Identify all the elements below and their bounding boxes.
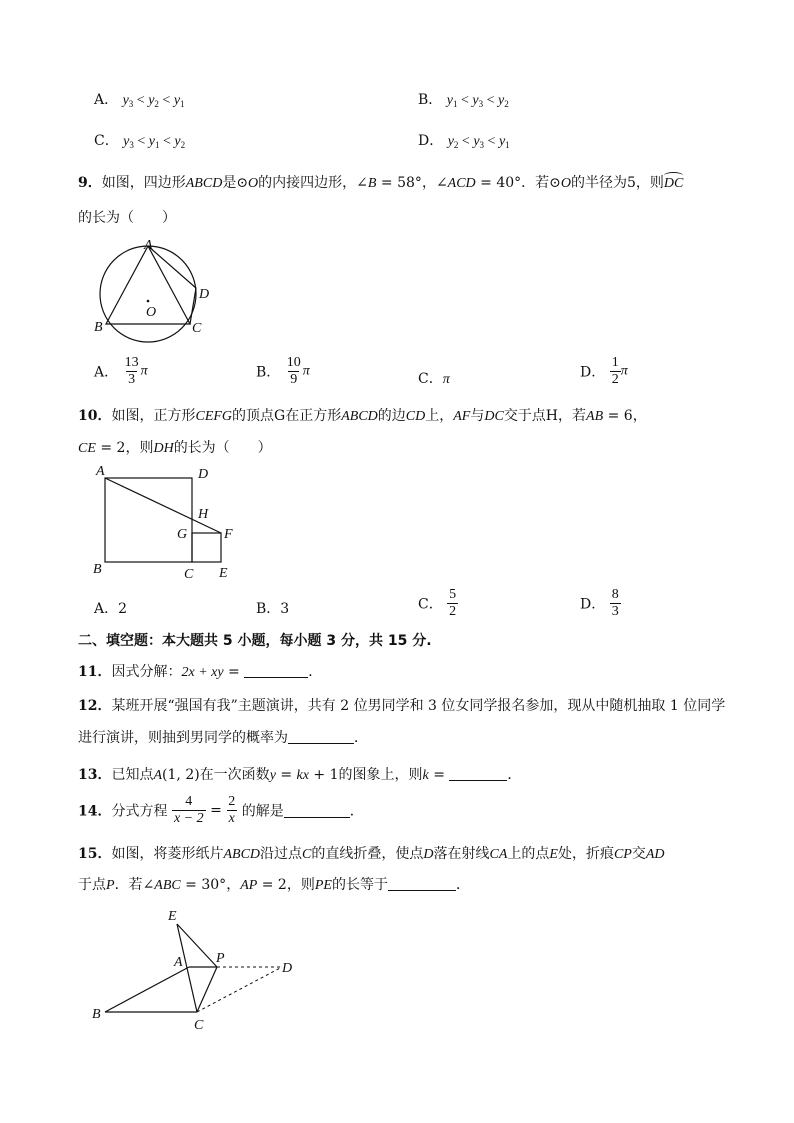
q9-option-a[interactable]: A． $\frac{13}{3}$ π [94, 355, 148, 387]
label-a: A [174, 955, 183, 970]
q8-option-c[interactable] [94, 130, 185, 150]
q9-option-c[interactable]: C．π [418, 371, 450, 387]
answer-blank[interactable] [388, 876, 456, 891]
label-b: B [92, 1007, 101, 1022]
option-label: B． [418, 92, 443, 108]
label-f: F [224, 527, 233, 542]
circle-o [100, 246, 196, 342]
square-cefg [192, 533, 221, 562]
section-heading: 二、填空题：本大题共 5 小题，每小题 3 分，共 15 分. [78, 633, 432, 649]
q10-option-d[interactable]: D． $\frac{8}{3}$ [580, 587, 619, 619]
option-expression: $y_2 < y_3 < y_1$ [447, 134, 510, 150]
q8-option-d[interactable] [418, 130, 510, 150]
q15-line2: 于点P．若∠ABC = 30°，AP = 2，则PE的长等于 ． [78, 877, 470, 893]
option-expression: $y_1 < y_3 < y_2$ [446, 93, 509, 109]
q10-option-c[interactable]: C． $\frac{5}{2}$ [418, 587, 457, 619]
label-d: D [282, 961, 293, 976]
q10-option-a[interactable]: A．2 [94, 601, 128, 617]
label-d: D [198, 467, 209, 482]
label-h: H [198, 507, 209, 522]
answer-blank[interactable] [449, 766, 507, 781]
q9-stem-line2: 的长为（ ） [78, 210, 176, 226]
label-a: A [96, 464, 105, 479]
answer-blank[interactable] [244, 663, 308, 678]
option-label: A． [94, 92, 119, 108]
q9-figure [86, 236, 226, 348]
label-p: P [216, 951, 225, 966]
q12-line1: 12．某班开展“强国有我”主题演讲，共有 2 位男同学和 3 位女同学报名参加，现从中随机抽取 1 位同学 [78, 698, 726, 714]
center-dot [147, 300, 150, 303]
label-g: G [177, 527, 188, 542]
q10-option-b[interactable]: B．3 [256, 601, 290, 617]
segment-ep [177, 924, 217, 967]
answer-blank[interactable] [288, 729, 354, 744]
answer-blank[interactable] [284, 803, 350, 818]
q14: 14．分式方程 $\frac{4}{x - 2}$ = $\frac{2}{x}$ 的解是 ． [78, 794, 364, 826]
q12-line2: 进行演讲，则抽到男同学的概率为 ． [78, 730, 368, 746]
option-label: D． [418, 133, 444, 149]
q8-option-a[interactable] [94, 89, 185, 109]
arc-dc: DC [663, 176, 684, 191]
label-b: B [93, 562, 102, 577]
q8-option-b[interactable] [418, 89, 509, 109]
square-abcd [105, 478, 192, 562]
q11: 11．因式分解：2x + xy = ． [78, 664, 323, 680]
q10-stem-line1: 10．如图，正方形CEFG的顶点G在正方形ABCD的边CD上，AF与DC交于点H，若AB = 6， [78, 408, 647, 424]
q15-figure [86, 900, 316, 1040]
q10-figure [88, 460, 248, 585]
label-b: B [94, 320, 103, 335]
label-e: E [219, 566, 228, 581]
label-c: C [192, 321, 202, 336]
q15-line1: 15．如图，将菱形纸片ABCD沿过点C的直线折叠，使点D落在射线CA上的点E处，折痕CP交AD [78, 846, 665, 862]
q10-stem-line2: CE = 2，则DH的长为（ ） [78, 440, 272, 456]
segment-cd-dashed [197, 967, 282, 1012]
label-a: A [144, 238, 153, 253]
label-c: C [194, 1018, 204, 1033]
q9-option-d[interactable]: D． $\frac{1}{2}$ π [580, 355, 628, 387]
option-expression: $y_3 < y_1 < y_2$ [123, 134, 186, 150]
q9-stem-line1: 9．如图，四边形ABCD是⊙O的内接四边形，∠B = 58°，∠ACD = 40°．若⊙O的半径为5，则DC [78, 175, 684, 191]
label-o: O [146, 305, 157, 320]
option-expression: $y_3 < y_2 < y_1$ [122, 93, 185, 109]
q9-option-b[interactable]: B． $\frac{10}{9}$ π [256, 355, 310, 387]
option-label: C． [94, 133, 119, 149]
q13: 13．已知点A(1, 2)在一次函数y = kx + 1的图象上，则k = ． [78, 767, 522, 783]
label-e: E [168, 909, 177, 924]
segment-ba [105, 967, 189, 1012]
segment-pc [197, 967, 217, 1012]
label-d: D [199, 287, 210, 302]
label-c: C [184, 567, 194, 582]
segment-af [105, 478, 221, 533]
